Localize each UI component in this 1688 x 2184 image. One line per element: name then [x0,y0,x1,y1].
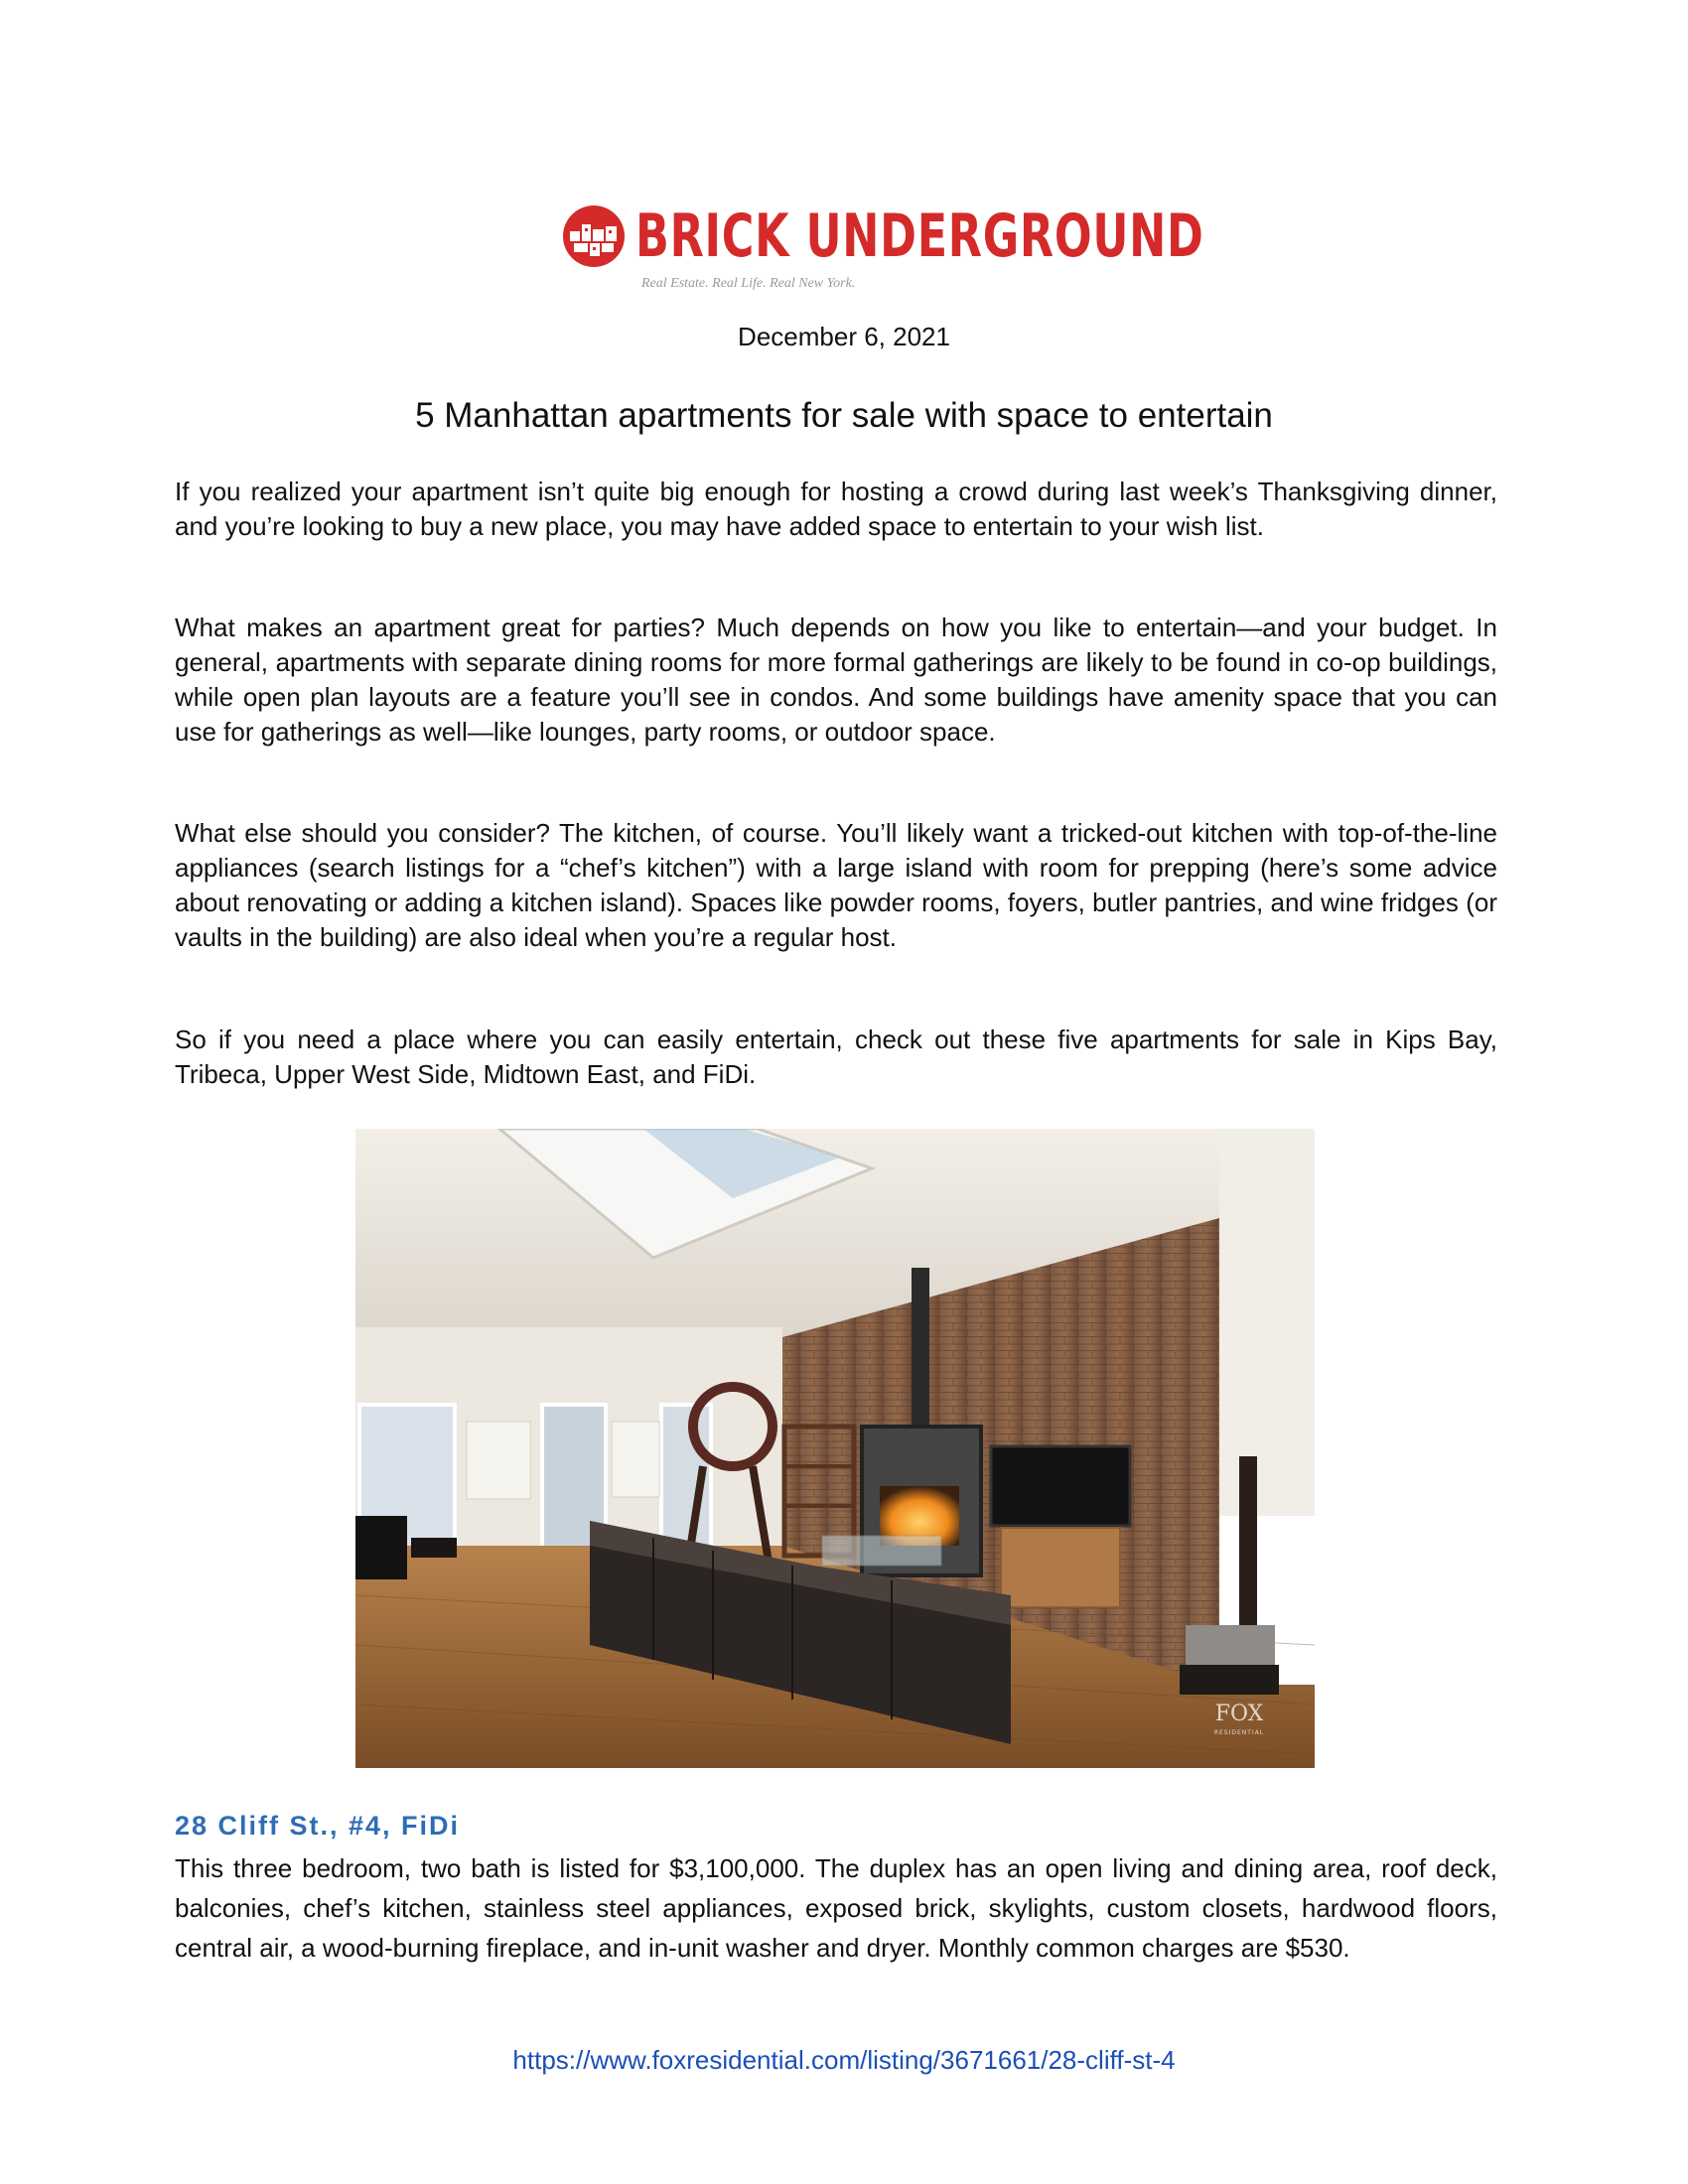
photo-watermark-sub: RESIDENTIAL [1213,1729,1265,1736]
parties-paragraph: What makes an apartment great for parties? Much depends on how you like to entertain—and your budget. In general, apartments with separate dining rooms for more formal gatherings are likely to be found in co-op buildings, while open plan layouts are a feature you’ll see in condos. And some buildings have amenity space that you can use for gatherings as well—like lounges, party rooms, or outdoor space. [175,613,1497,747]
listing-description: This three bedroom, two bath is listed for $3,100,000. The duplex has an open living and dining area, roof deck, balconies, chef’s kitchen, stainless steel appliances, exposed brick, skylights, custom closets, hardwood floors, central air, a wood-burning fireplace, and in-unit washer and dryer. Monthly common charges are $530. [175,1853,1497,1963]
brand-logo [562,199,1204,298]
living-room-photo [355,1129,1315,1768]
photo-watermark: FOX [1214,1702,1264,1726]
neighborhoods-paragraph: So if you need a place where you can easily entertain, check out these five apartments for sale in Kips Bay, Tribeca, Upper West Side, Midtown East, and FiDi. [175,1024,1497,1089]
listing-url-link[interactable]: https://www.foxresidential.com/listing/3671661/28-cliff-st-4 [512,2045,1176,2075]
article-headline: 5 Manhattan apartments for sale with space to entertain [415,396,1273,435]
listing-title: 28 Cliff St., #4, FiDi [175,1811,461,1841]
brick-underground-logo-icon [562,205,626,268]
kitchen-paragraph: What else should you consider? The kitchen, of course. You’ll likely want a tricked-out kitchen with top-of-the-line appliances (search listings for a “chef’s kitchen”) with a large island with room for prepping (here’s some advice about renovating or adding a kitchen island). Spaces like powder rooms, foyers, butler pantries, and wine fridges (or vaults in the building) are also ideal when you’re a regular host. [175,818,1497,952]
listing-photo [355,1129,1315,1768]
brand-tagline: Real Estate. Real Life. Real New York. [641,276,856,291]
brand-name: BRICK UNDERGROUND [635,202,1204,271]
article-date: December 6, 2021 [738,322,950,351]
intro-paragraph: If you realized your apartment isn’t quite big enough for hosting a crowd during last week’s Thanksgiving dinner, and you’re looking to buy a new place, you may have added space to entertain to your wish list. [175,477,1497,541]
